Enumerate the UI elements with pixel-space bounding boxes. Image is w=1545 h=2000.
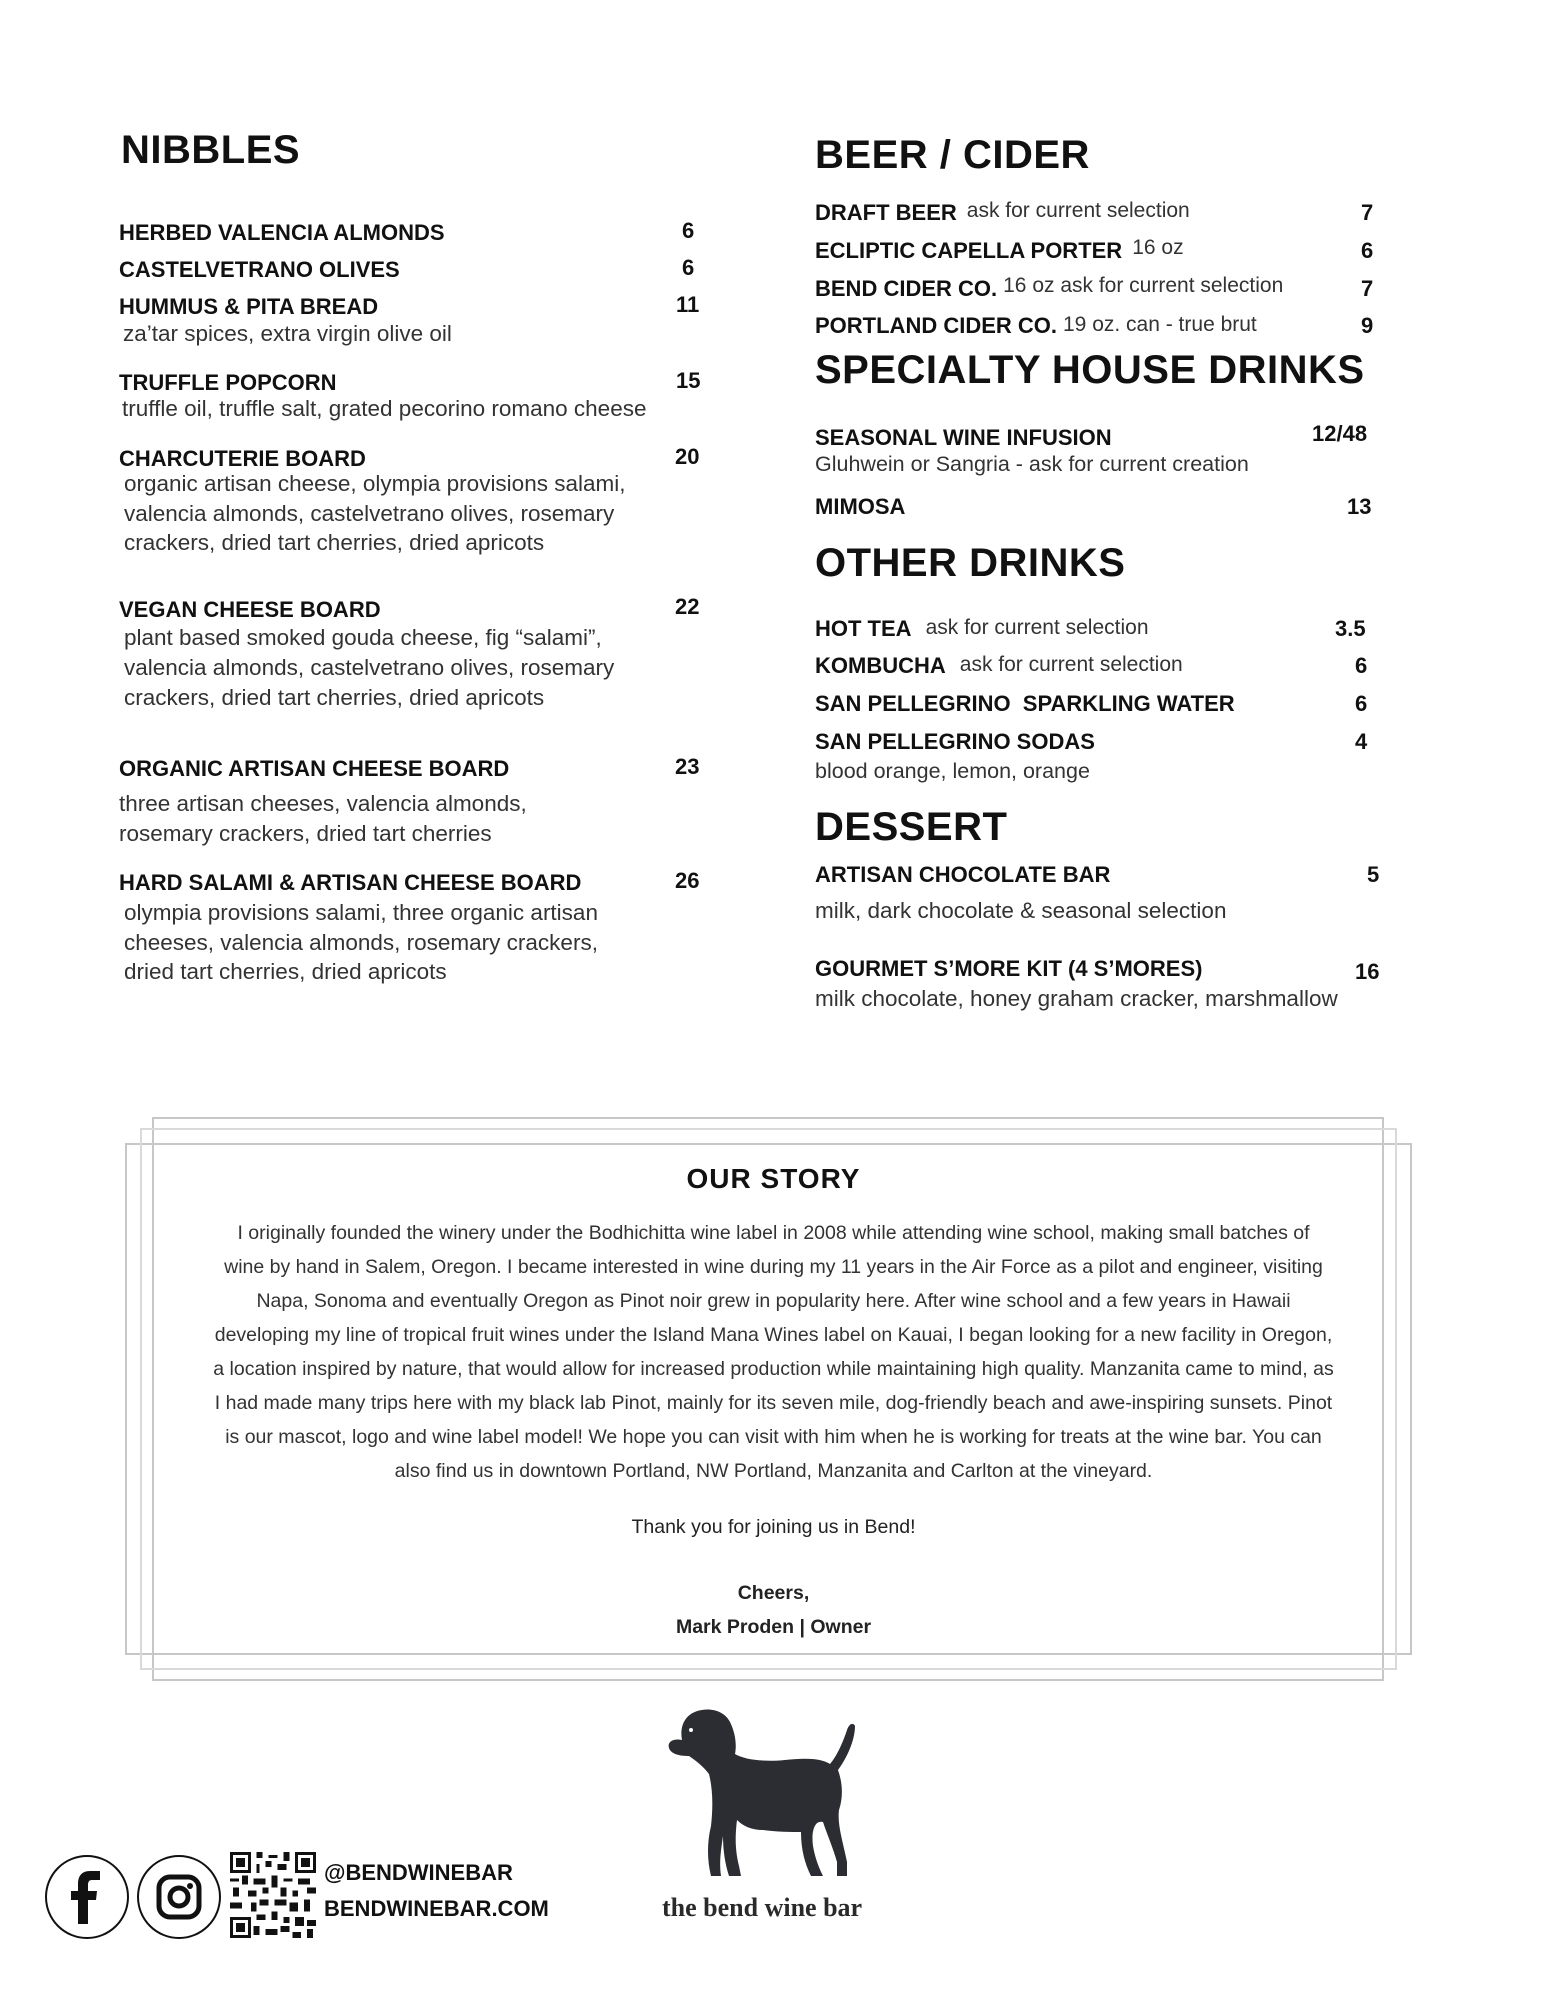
menu-item-price: 20 — [675, 444, 700, 469]
menu-item-desc: Gluhwein or Sangria - ask for current creation — [815, 452, 1249, 476]
menu-item-label: PORTLAND CIDER CO. — [815, 313, 1057, 338]
story-line: developing my line of tropical fruit wines under the Island Mana Wines label on Kauai, I began looking for a new facility in Oregon, — [214, 1324, 1333, 1346]
story-line: also find us in downtown Portland, NW Portland, Manzanita and Carlton at the vineyard. — [394, 1460, 1153, 1482]
menu-item-note: 16 oz ask for current selection — [1003, 274, 1284, 297]
menu-item-name: SAN PELLEGRINO SPARKLING WATER — [815, 691, 1235, 716]
story-line: Napa, Sonoma and eventually Oregon as Pinot noir grew in popularity here. After wine school and a few years in Hawaii — [256, 1290, 1291, 1312]
nibbles-title: NIBBLES — [121, 128, 301, 172]
menu-item-price: 6 — [682, 218, 695, 243]
menu-item-name: CASTELVETRANO OLIVES — [119, 257, 400, 282]
menu-item-name: SAN PELLEGRINO SODAS — [815, 729, 1095, 754]
menu-item-price: 9 — [1361, 313, 1374, 338]
menu-item-name: TRUFFLE POPCORN — [119, 370, 337, 395]
story-text — [170, 1216, 1377, 1488]
menu-item-price: 6 — [1355, 691, 1368, 716]
menu-item-desc: milk chocolate, honey graham cracker, marshmallow — [815, 986, 1338, 1011]
menu-item-price: 5 — [1367, 862, 1380, 887]
menu-item-desc: za’tar spices, extra virgin olive oil — [123, 321, 452, 346]
menu-item-desc: milk, dark chocolate & seasonal selection — [815, 898, 1227, 923]
menu-item-price: 6 — [1361, 238, 1374, 263]
menu-item-price: 12/48 — [1312, 421, 1368, 446]
menu-item-desc: cheeses, valencia almonds, rosemary crackers, — [124, 930, 598, 955]
menu-item-price: 11 — [676, 292, 700, 317]
menu-item-name: SEASONAL WINE INFUSION — [815, 425, 1112, 450]
dog-logo — [655, 1700, 870, 1880]
menu-item-name: GOURMET S’MORE KIT (4 S’MORES) — [815, 956, 1203, 981]
menu-item-name — [815, 313, 1257, 339]
other-drinks-title: OTHER DRINKS — [815, 541, 1126, 585]
menu-item-price: 6 — [1355, 653, 1368, 678]
menu-item-note: 19 oz. can - true brut — [1063, 313, 1257, 336]
menu-item-note: ask for current selection — [966, 199, 1190, 222]
menu-item-price: 7 — [1361, 200, 1374, 225]
brand-name: the bend wine bar — [662, 1893, 863, 1922]
menu-item-desc: organic artisan cheese, olympia provisions salami, — [124, 471, 626, 496]
menu-item-name — [815, 200, 1190, 226]
instagram-icon — [155, 1873, 203, 1921]
menu-item-name — [815, 276, 1283, 302]
menu-item-desc: valencia almonds, castelvetrano olives, rosemary — [124, 655, 615, 680]
story-line: I had made many trips here with my black lab Pinot, mainly for its seven mile, dog-friendly beach and awe-inspiring sunsets. Pinot — [214, 1392, 1333, 1414]
menu-item-desc: crackers, dried tart cherries, dried apricots — [124, 685, 545, 710]
menu-item-name — [815, 653, 1183, 679]
menu-item-desc: truffle oil, truffle salt, grated pecorino romano cheese — [122, 396, 647, 421]
menu-item-label: HOT TEA — [815, 616, 912, 641]
menu-item-price: 22 — [675, 594, 700, 619]
specialty-title: SPECIALTY HOUSE DRINKS — [815, 348, 1365, 392]
story-line: wine by hand in Salem, Oregon. I became interested in wine during my 11 years in the Air Force as a pilot and engineer, visiting — [224, 1256, 1323, 1278]
menu-item-price: 15 — [676, 368, 701, 393]
menu-item-price: 23 — [675, 754, 700, 779]
menu-item-name: VEGAN CHEESE BOARD — [119, 597, 381, 622]
menu-item-name — [815, 238, 1184, 264]
menu-item-label: ECLIPTIC CAPELLA PORTER — [815, 238, 1123, 263]
social-handle[interactable]: @BENDWINEBAR — [324, 1860, 513, 1885]
website-link[interactable]: BENDWINEBAR.COM — [324, 1896, 549, 1921]
menu-item-label: BEND CIDER CO. — [815, 276, 998, 301]
menu-item-name: HARD SALAMI & ARTISAN CHEESE BOARD — [119, 870, 582, 895]
menu-item-price: 13 — [1347, 494, 1372, 519]
menu-item-label: KOMBUCHA — [815, 653, 946, 678]
menu-item-name: HUMMUS & PITA BREAD — [119, 294, 379, 319]
menu-item-price: 7 — [1361, 276, 1374, 301]
story-line: a location inspired by nature, that would allow for increased production while maintaining high quality. Manzanita came to mind, as — [213, 1358, 1334, 1380]
menu-item-price: 26 — [675, 868, 700, 893]
menu-item-desc: crackers, dried tart cherries, dried apricots — [124, 530, 545, 555]
menu-item-desc: valencia almonds, castelvetrano olives, rosemary — [124, 501, 615, 526]
menu-item-desc: olympia provisions salami, three organic artisan — [124, 900, 598, 925]
menu-item-price: 6 — [682, 255, 695, 280]
menu-item-price: 4 — [1355, 729, 1368, 754]
story-title: OUR STORY — [686, 1163, 861, 1194]
menu-item-price: 3.5 — [1335, 616, 1366, 641]
beer-cider-title: BEER / CIDER — [815, 133, 1090, 177]
story-cheers: Cheers, — [737, 1582, 810, 1604]
menu-item-note: 16 oz — [1132, 236, 1184, 259]
menu-item-desc: three artisan cheeses, valencia almonds, — [119, 791, 527, 816]
dessert-title: DESSERT — [815, 805, 1008, 849]
menu-item-name: MIMOSA — [815, 494, 906, 519]
menu-item-name: ORGANIC ARTISAN CHEESE BOARD — [119, 756, 510, 781]
menu-item-desc: plant based smoked gouda cheese, fig “salami”, — [124, 625, 602, 650]
menu-item-name — [815, 616, 1149, 642]
instagram-link[interactable] — [137, 1855, 221, 1939]
facebook-icon — [67, 1870, 107, 1924]
story-line: I originally founded the winery under the Bodhichitta wine label in 2008 while attending wine school, making small batches of — [237, 1222, 1310, 1244]
menu-item-note: ask for current selection — [959, 653, 1183, 676]
menu-item-desc: rosemary crackers, dried tart cherries — [119, 821, 492, 846]
story-line: is our mascot, logo and wine label model! We hope you can visit with him when he is working for treats at the wine bar. You can — [225, 1426, 1322, 1448]
story-thanks: Thank you for joining us in Bend! — [631, 1516, 916, 1538]
menu-item-note: ask for current selection — [925, 616, 1149, 639]
story-signature: Mark Proden | Owner — [675, 1616, 872, 1638]
menu-item-price: 16 — [1355, 959, 1380, 984]
facebook-link[interactable] — [45, 1855, 129, 1939]
menu-item-name: ARTISAN CHOCOLATE BAR — [815, 862, 1111, 887]
menu-item-label: DRAFT BEER — [815, 200, 957, 225]
menu-item-name: CHARCUTERIE BOARD — [119, 446, 366, 471]
menu-item-desc: dried tart cherries, dried apricots — [124, 959, 447, 984]
menu-item-desc: blood orange, lemon, orange — [815, 759, 1090, 783]
menu-item-name: HERBED VALENCIA ALMONDS — [119, 220, 445, 245]
qr-code[interactable] — [230, 1852, 316, 1938]
